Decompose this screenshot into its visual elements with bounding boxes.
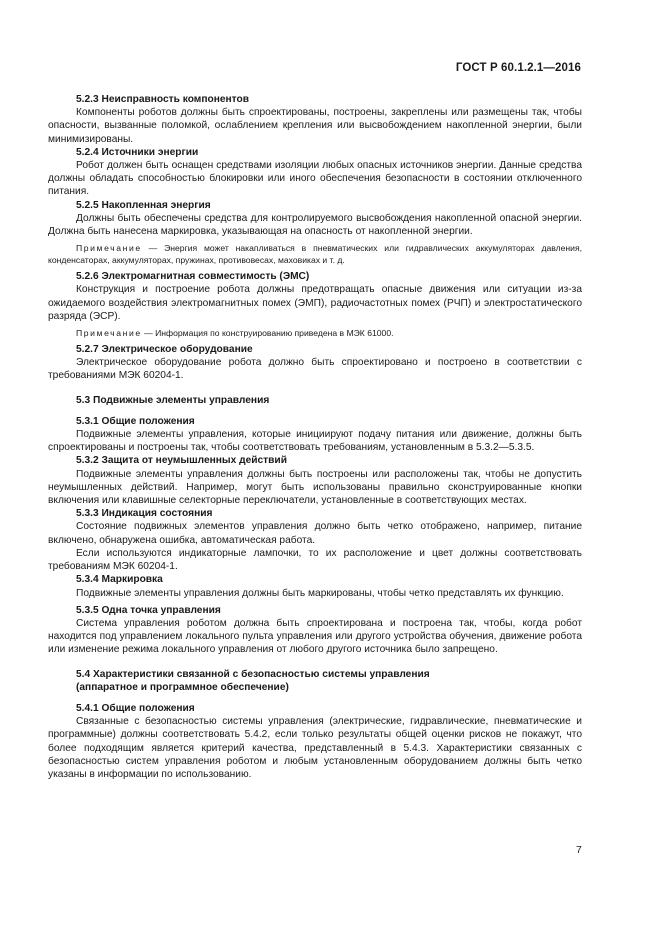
heading-5-4-1: 5.4.1 Общие положения bbox=[76, 702, 195, 714]
note bbox=[48, 327, 582, 339]
note-text: — Энергия может накапливаться в пневматических или гидравлических аккумуляторах давления, конденсаторах, аккумуляторах, пружинах, противовесах, маховиках и т. д. bbox=[48, 243, 582, 266]
note-text: — Информация по конструированию приведена в МЭК 61000. bbox=[141, 328, 394, 339]
paragraph: Состояние подвижных элементов управления должно быть четко отображено, например, питание включено, обнаружена ошибка, автоматическая работа. bbox=[48, 521, 582, 546]
paragraph: Связанные с безопасностью системы управления (электрические, гидравлические, пневматические и программные) должны соответствовать 5.4.2, если только результаты общей оценки рисков не покажут, что более подходящим является критерий качества, представленный в 5.4.3. Характеристики связанных с безопасностью систем управления роботом и любым установленным оборудованием должны быть четко указаны в информации по использованию. bbox=[48, 716, 582, 780]
heading-5-4: 5.4 Характеристики связанной с безопасностью системы управления bbox=[76, 668, 430, 680]
paragraph: Компоненты роботов должны быть спроектированы, построены, закреплены или размещены так, чтобы опасности, вызванные поломкой, ослаблением крепления или высвобождением накопленной энергии, были минимизированы. bbox=[48, 107, 582, 145]
paragraph: Если используются индикаторные лампочки, то их расположение и цвет должны соответствовать требованиям МЭК 60204-1. bbox=[48, 547, 582, 573]
heading-5-4-subtitle: (аппаратное и программное обеспечение) bbox=[76, 681, 289, 693]
paragraph: Должны быть обеспечены средства для контролируемого высвобождения накопленной опасной энергии. Должна быть нанесена маркировка, указывающая на опасность от накопленной энергии. bbox=[48, 212, 582, 238]
paragraph: Подвижные элементы управления, которые инициируют подачу питания или движение, должны быть спроектированы и построены так, чтобы соответствовать требованиям, установленным в 5.3.2—5.3.5. bbox=[48, 429, 582, 454]
paragraph: Робот должен быть оснащен средствами изоляции любых опасных источников энергии. Данные средства должны обладать способностью блокировки или иного обеспечения безопасности в состоянии отключенного питания. bbox=[48, 160, 582, 198]
heading-5-2-5: 5.2.5 Накопленная энергия bbox=[76, 199, 211, 211]
heading-5-3-1: 5.3.1 Общие положения bbox=[76, 415, 195, 427]
heading-5-2-4: 5.2.4 Источники энергии bbox=[76, 146, 199, 158]
document-id: ГОСТ Р 60.1.2.1—2016 bbox=[455, 62, 581, 74]
page-content bbox=[48, 93, 582, 781]
paragraph: Подвижные элементы управления должны быть построены или расположены так, чтобы не допустить неумышленных действий. Например, могут быть использованы правильно сконструированные кнопки включения или клавишные селекторные переключатели, установленные в соответствующих местах. bbox=[48, 468, 582, 507]
paragraph: Электрическое оборудование робота должно быть спроектировано и построено в соответствии с требованиями МЭК 60204-1. bbox=[48, 357, 582, 382]
heading-5-3-4: 5.3.4 Маркировка bbox=[76, 574, 163, 586]
note-label: Примечание bbox=[76, 328, 142, 339]
paragraph: Подвижные элементы управления должны быть маркированы, чтобы четко представлять их функцию. bbox=[76, 587, 564, 599]
note-label: Примечание bbox=[76, 243, 142, 254]
paragraph: Система управления роботом должна быть спроектирована и построена так, чтобы, когда робот находится под управлением локального пульта управления или другого устройства обучения, движение робота или изменение режима локального управления от любого другого источника было запрещено. bbox=[48, 617, 582, 656]
paragraph: Конструкция и построение робота должны предотвращать опасные движения или ситуации из-за ожидаемого воздействия электромагнитных помех (ЭМП), радиочастотных помех (РЧП) и электростатического разряда (ЭСР). bbox=[48, 284, 582, 322]
heading-5-2-6: 5.2.6 Электромагнитная совместимость (ЭМС) bbox=[76, 271, 310, 283]
heading-5-3: 5.3 Подвижные элементы управления bbox=[76, 394, 270, 406]
heading-5-3-5: 5.3.5 Одна точка управления bbox=[76, 604, 221, 616]
page-number: 7 bbox=[576, 844, 582, 856]
heading-5-2-3: 5.2.3 Неисправность компонентов bbox=[76, 94, 250, 105]
heading-5-3-3: 5.3.3 Индикация состояния bbox=[76, 508, 213, 520]
heading-5-3-2: 5.3.2 Защита от неумышленных действий bbox=[76, 455, 287, 467]
heading-5-2-7: 5.2.7 Электрическое оборудование bbox=[76, 344, 253, 356]
note bbox=[48, 242, 582, 266]
